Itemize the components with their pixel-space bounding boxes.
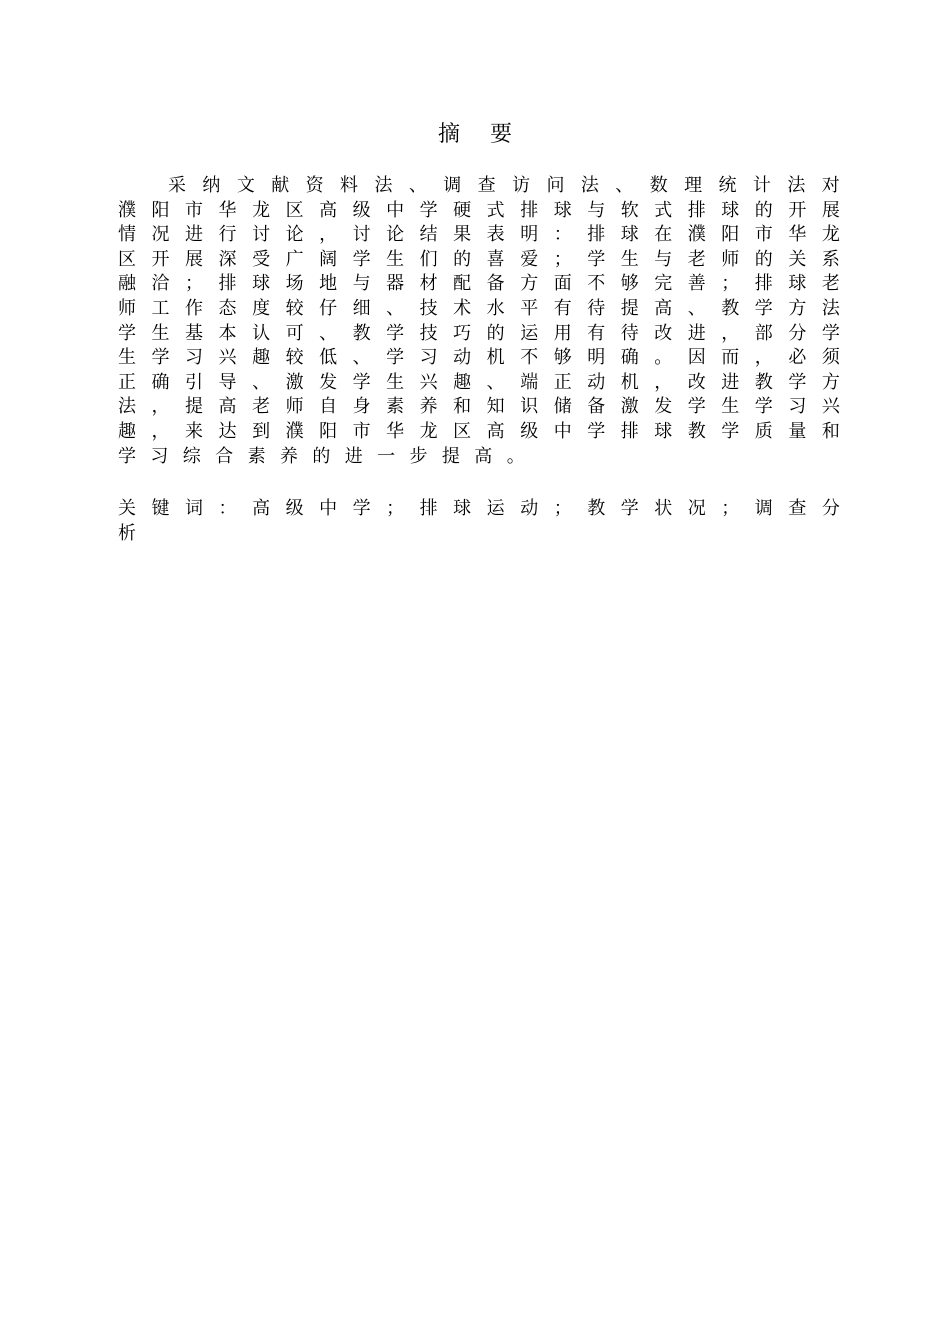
abstract-line: 学 生 基 本 认 可 、 教 学 技 巧 的 运 用 有 待 改 进 ， 部 分 学 xyxy=(118,322,840,344)
abstract-line: 融 洽 ； 排 球 场 地 与 器 材 配 备 方 面 不 够 完 善 ； 排 球 老 xyxy=(118,273,840,295)
abstract-line: 正 确 引 导 、 激 发 学 生 兴 趣 、 端 正 动 机 ， 改 进 教 学 方 xyxy=(118,371,840,393)
keywords-block xyxy=(118,497,840,546)
abstract-line: 濮 阳 市 华 龙 区 高 级 中 学 硬 式 排 球 与 软 式 排 球 的 开 展 xyxy=(118,199,840,221)
abstract-line: 法 ， 提 高 老 师 自 身 素 养 和 知 识 储 备 激 发 学 生 学 习 兴 xyxy=(118,396,840,418)
abstract-line: 采 纳 文 献 资 料 法 、 调 查 访 问 法 、 数 理 统 计 法 对 xyxy=(168,175,840,196)
abstract-title: 摘要 xyxy=(437,122,542,147)
abstract-line: 生 学 习 兴 趣 较 低 、 学 习 动 机 不 够 明 确 。 因 而 ， 必 须 xyxy=(118,347,840,369)
abstract-line: 情 况 进 行 讨 论 ， 讨 论 结 果 表 明 ： 排 球 在 濮 阳 市 华 龙 xyxy=(118,224,840,246)
abstract-body xyxy=(118,174,840,469)
abstract-line: 趣 ， 来 达 到 濮 阳 市 华 龙 区 高 级 中 学 排 球 教 学 质 量 和 xyxy=(118,420,840,442)
keywords-line: 析 xyxy=(118,522,136,544)
abstract-line: 区 开 展 深 受 广 阔 学 生 们 的 喜 爱 ； 学 生 与 老 师 的 关 系 xyxy=(118,248,840,270)
abstract-line: 学 习 综 合 素 养 的 进 一 步 提 高 。 xyxy=(118,445,525,467)
keywords-line: 关 键 词 ： 高 级 中 学 ； 排 球 运 动 ； 教 学 状 况 ； 调 查 分 xyxy=(118,498,840,519)
abstract-line: 师 工 作 态 度 较 仔 细 、 技 术 水 平 有 待 提 高 、 教 学 方 法 xyxy=(118,297,840,319)
